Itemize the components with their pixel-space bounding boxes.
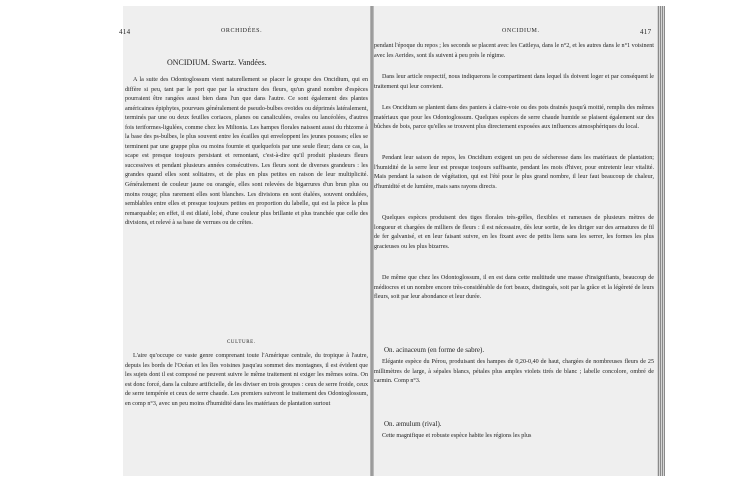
species-description: Elégante espèce du Pérou, produisant des hampes de 0,20-0,40 de haut, chargées de nombreuses fleurs de 25 millimètres de large, à sépales blancs, pétales plus amples violets tirés de blanc ; labelle concolore, ombré de carmin. Comp n°3. [374, 359, 654, 385]
description-paragraph: A la suite des Odontoglossum vient naturellement se placer le groupe des Oncidium, qui en diffère si peu, tant par le port que par la structure des fleurs, qu'un grand nombre d'espèces pourraient être rangées aussi bien dans l'un que dans l'autre. Ce sont également des plantes américaines épiphytes, pourvues généralement de pseudo-bulbes ovoïdes ou déprimés latéralement, terminés par une ou deux feuilles coriaces, planes ou canaliculées, ovales ou lancéolées, d'autres fois teriformes-ligulées, comme chez les Miltonia. Les hampes florales naissent aussi du rhizome à la base des ps-bulbes, le plus souvent entre les écailles qui enveloppent les jeunes pousses; elles se terminent par une grappe plus ou moins fournie et quelquefois par une seule fleur; dans ce cas, la scape est presque toujours persistant et remontant, c'est-à-dire qu'il produit plusieurs fleurs successives et pendant plusieurs années consécutives. Les fleurs sont de diverses grandeurs : les grandes quand elles sont solitaires, et de plus en plus petites en raison de leur multiplicité. Généralement de couleur jaune ou orangée, elles sont relevées de bigarrures d'un brun plus ou moins rouge; plus rarement elles sont blanches. Les divisions en sont étalées, souvent ondulées, semblables entre elles et presque toujours petites en proportion du labelle, qui est la pièce la plus remarquable; en effet, il est dilaté, lobé, d'une couleur plus brillante et plus tranchée que celle des divisions, et relevé à sa base de verrues ou de crêtes. [125, 77, 368, 227]
body-paragraph: De même que chez les Odontoglossum, il en est dans cette multitude une masse d'insignifiants, beaucoup de médiocres et un nombre encore très-considérable de fort beaux, distingués, soit par la grâce et la légèreté de leurs fleurs, soit par leur abondance et leur durée. [374, 275, 654, 301]
page-number: 414 [119, 28, 131, 36]
species-name: On. acinaceum (en forme de sabre). [384, 346, 485, 354]
page-edges [657, 6, 665, 476]
open-book-scan [119, 6, 663, 476]
species-name: On. æmulum (rival). [384, 420, 442, 428]
running-head: ONCIDIUM. [502, 28, 540, 34]
left-page [119, 6, 370, 476]
page-number: 417 [640, 28, 652, 36]
running-head: ORCHIDÉES. [221, 28, 263, 34]
body-paragraph: pendant l'époque du repos ; les seconds se placent avec les Cattleya, dans le n°2, et les autres dans le n°1 voisinent avec les Aerides, sont ils suivent à peu près le régime. [374, 43, 654, 59]
genus-heading: ONCIDIUM. Swartz. Vandées. [167, 58, 267, 67]
body-paragraph: Pendant leur saison de repos, les Oncidium exigent un peu de sécheresse dans les matériaux de plantation; l'humidité de la serre leur est presque toujours suffisante, pendant les mois d'hiver, pour entretenir leur vitalité. Mais pendant la saison de végétation, qui est l'été pour le plus grand nombre, il leur faut beaucoup de chaleur, d'humidité et de lumière, mais sans rayons directs. [374, 155, 654, 190]
body-paragraph: Les Oncidium se plantent dans des paniers à claire-voie ou des pots drainés jusqu'à moitié, remplis des mêmes matériaux que pour les Odontoglossum. Quelques espèces de serre chaude humide se plaisent également sur des bûches de bois, parce qu'elles se trouvent plus directement exposées aux influences atmosphériques du local. [374, 105, 654, 131]
culture-paragraph: L'aire qu'occupe ce vaste genre comprenant toute l'Amérique centrale, du tropique à l'autre, depuis les bords de l'Océan et les îles voisines jusqu'au sommet des montagnes, il est évident que les sujets dont il est composé ne peuvent suivre le même traitement ni exiger les mêmes soins. On est donc forcé, dans la culture artificielle, de les diviser en trois groupes : ceux de serre froide, ceux de serre tempérée et ceux de serre chaude. Les premiers suivront le traitement des Odontoglossum, en comp n°3, avec un peu moins d'humidité dans les matériaux de plantation surtout [125, 353, 368, 407]
species-description: Cette magnifique et robuste espèce habite les régions les plus [382, 433, 532, 439]
body-paragraph: Dans leur article respectif, nous indiquerons le compartiment dans lequel ils doivent loger et par conséquent le traitement qui leur convient. [374, 74, 654, 90]
section-heading: CULTURE. [227, 340, 256, 345]
body-paragraph: Quelques espèces produisent des tiges florales très-grêles, flexibles et rameuses de plusieurs mètres de longueur et chargées de milliers de fleurs : il est nécessaire, dès leur sortie, de les diriger sur des armatures de fil de fer galvanisé, et en leur faisant suivre, en les fixant avec de petits liens sans les serrer, les formes les plus gracieuses ou les plus bizarres. [374, 215, 654, 250]
right-page [374, 6, 657, 476]
